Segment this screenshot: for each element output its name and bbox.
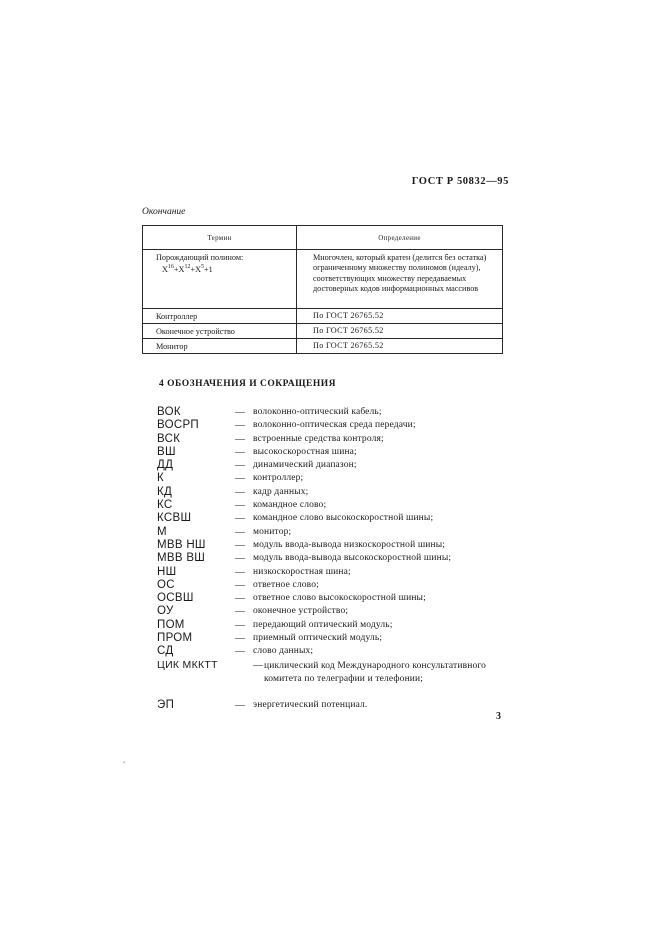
abbreviation-term: НШ	[157, 565, 177, 578]
abbreviation-dash: —	[235, 513, 245, 525]
abbreviation-row	[157, 620, 507, 633]
abbreviation-row	[157, 540, 507, 553]
abbreviation-description: приемный оптический модуль;	[253, 633, 383, 644]
abbreviation-row	[157, 447, 507, 460]
abbreviation-row	[157, 407, 507, 420]
abbreviation-row	[157, 567, 507, 580]
abbreviation-term: КСВШ	[157, 512, 192, 525]
formula-exponent: 16	[167, 264, 174, 270]
abbreviation-dash: —	[235, 526, 245, 538]
abbreviation-term: СД	[157, 645, 174, 658]
abbreviation-description: встроенные средства контроля;	[253, 433, 384, 444]
header-definition: Определение	[297, 226, 503, 250]
abbreviation-dash: —	[235, 553, 245, 565]
table-caption: Окончание	[142, 207, 186, 217]
abbreviation-dash: —	[235, 433, 245, 445]
abbreviation-term: ПРОМ	[157, 632, 193, 645]
abbreviation-description: передающий оптический модуль;	[253, 619, 393, 630]
table-header-row	[143, 226, 503, 250]
abbreviation-dash: —	[235, 646, 245, 658]
abbreviation-row	[157, 473, 507, 486]
abbreviation-row	[157, 646, 507, 659]
formula-term: +X	[190, 265, 201, 274]
abbreviation-term: МВВ ВШ	[157, 552, 206, 565]
header-term: Термин	[143, 226, 297, 250]
abbreviation-dash: —	[235, 486, 245, 498]
abbreviation-term: ВОК	[157, 406, 181, 418]
table-row	[143, 309, 503, 324]
abbreviation-term: ВОСРП	[157, 419, 199, 432]
abbreviation-dash: —	[235, 633, 245, 645]
abbreviation-description: модуль ввода-вывода высокоскоростной шины;	[253, 553, 452, 564]
formula-term: +1	[203, 265, 213, 274]
abbreviation-term: ОС	[157, 578, 175, 591]
abbreviation-row	[157, 580, 507, 593]
abbreviation-term: ВСК	[157, 432, 181, 445]
polynomial-formula	[156, 262, 294, 275]
abbreviation-dash: —	[235, 593, 245, 605]
abbreviation-row	[157, 460, 507, 473]
terms-table	[142, 225, 503, 354]
abbreviation-description: модуль ввода-вывода низкоскоростной шины;	[253, 539, 446, 550]
definition-cell: Многочлен, который кратен (делится без остатка) ограниченному множеству полиномов (идеалу), соответствующих множеству передаваемых достоверных кодов информационных массивов	[297, 250, 503, 309]
abbreviation-row	[157, 513, 507, 526]
abbreviation-description: низкоскоростная шина;	[253, 566, 351, 577]
abbreviation-description: ответное слово высокоскоростной шины;	[253, 593, 426, 604]
abbreviation-description: высокоскоростная шина;	[253, 446, 357, 457]
abbreviation-dash: —	[253, 659, 263, 671]
abbreviation-row	[157, 553, 507, 566]
abbreviation-term: ЭП	[157, 698, 175, 711]
term-cell	[143, 250, 297, 309]
scan-speck: ‘	[123, 760, 126, 768]
abbreviation-dash: —	[235, 566, 245, 578]
abbreviation-dash: —	[235, 500, 245, 512]
formula-term: +X	[173, 265, 185, 274]
abbreviation-description: волоконно-оптическая среда передачи;	[253, 420, 416, 431]
abbreviation-dash: —	[235, 539, 245, 551]
abbreviation-term: ВШ	[157, 445, 176, 458]
abbreviation-row	[157, 420, 507, 433]
document-code-header: ГОСТ Р 50832—95	[411, 176, 509, 187]
abbreviation-description: ответное слово;	[253, 579, 319, 590]
formula-exponent: 5	[200, 264, 204, 270]
abbreviation-description: оконечное устройство;	[253, 606, 349, 617]
abbreviation-description: энергетический потенциал.	[253, 699, 368, 710]
abbreviation-term: КС	[157, 499, 173, 512]
abbreviation-term: ОУ	[157, 605, 174, 618]
term-cell: Оконечное устройство	[143, 324, 297, 339]
abbreviation-term: ОСВШ	[157, 592, 194, 605]
abbreviation-term: ДД	[157, 459, 174, 472]
abbreviation-description: слово данных;	[253, 646, 314, 657]
abbreviation-row	[157, 434, 507, 447]
abbreviations-list	[157, 407, 507, 713]
term-cell: Контроллер	[143, 309, 297, 324]
abbreviation-row	[157, 660, 507, 700]
abbreviation-dash: —	[235, 699, 245, 711]
abbreviation-dash: —	[235, 473, 245, 485]
table-row	[143, 339, 503, 354]
term-label: Порождающий полином:	[156, 253, 244, 262]
abbreviation-row	[157, 487, 507, 500]
abbreviation-row	[157, 527, 507, 540]
abbreviation-term: КД	[157, 485, 173, 498]
definition-cell: По ГОСТ 26765.52	[297, 324, 503, 339]
definition-cell: По ГОСТ 26765.52	[297, 309, 503, 324]
abbreviation-term: ПОМ	[157, 618, 185, 631]
abbreviation-row	[157, 606, 507, 619]
abbreviation-description: динамический диапазон;	[253, 460, 357, 471]
abbreviation-description: командное слово;	[253, 500, 327, 511]
abbreviation-description: командное слово высокоскоростной шины;	[253, 513, 434, 524]
abbreviation-dash: —	[235, 407, 245, 418]
abbreviation-dash: —	[235, 606, 245, 618]
abbreviation-description: циклический код Международного консультативного комитета по телеграфии и телефонии;	[264, 660, 487, 684]
table-row	[143, 324, 503, 339]
formula-term: X	[162, 265, 168, 274]
formula-exponent: 12	[184, 264, 191, 270]
definition-cell: По ГОСТ 26765.52	[297, 339, 503, 354]
abbreviation-dash: —	[235, 579, 245, 591]
abbreviation-row	[157, 500, 507, 513]
table-row	[143, 250, 503, 309]
abbreviation-dash: —	[235, 446, 245, 458]
abbreviation-description: монитор;	[253, 526, 292, 537]
abbreviation-term: МВВ НШ	[157, 538, 206, 551]
abbreviation-row	[157, 633, 507, 646]
abbreviation-description: волоконно-оптический кабель;	[253, 407, 382, 417]
abbreviation-description: контроллер;	[253, 473, 304, 484]
abbreviation-dash: —	[235, 460, 245, 472]
page-number: 3	[496, 711, 501, 722]
abbreviation-term: К	[157, 472, 164, 485]
abbreviation-row	[157, 700, 507, 713]
section-title: 4 ОБОЗНАЧЕНИЯ И СОКРАЩЕНИЯ	[159, 379, 337, 389]
abbreviation-description: кадр данных;	[253, 486, 309, 497]
term-cell: Монитор	[143, 339, 297, 354]
abbreviation-dash: —	[235, 420, 245, 432]
abbreviation-term: ЦИК МККТТ	[157, 658, 218, 671]
abbreviation-dash: —	[235, 619, 245, 631]
abbreviation-row	[157, 593, 507, 606]
abbreviation-term: М	[157, 525, 167, 538]
